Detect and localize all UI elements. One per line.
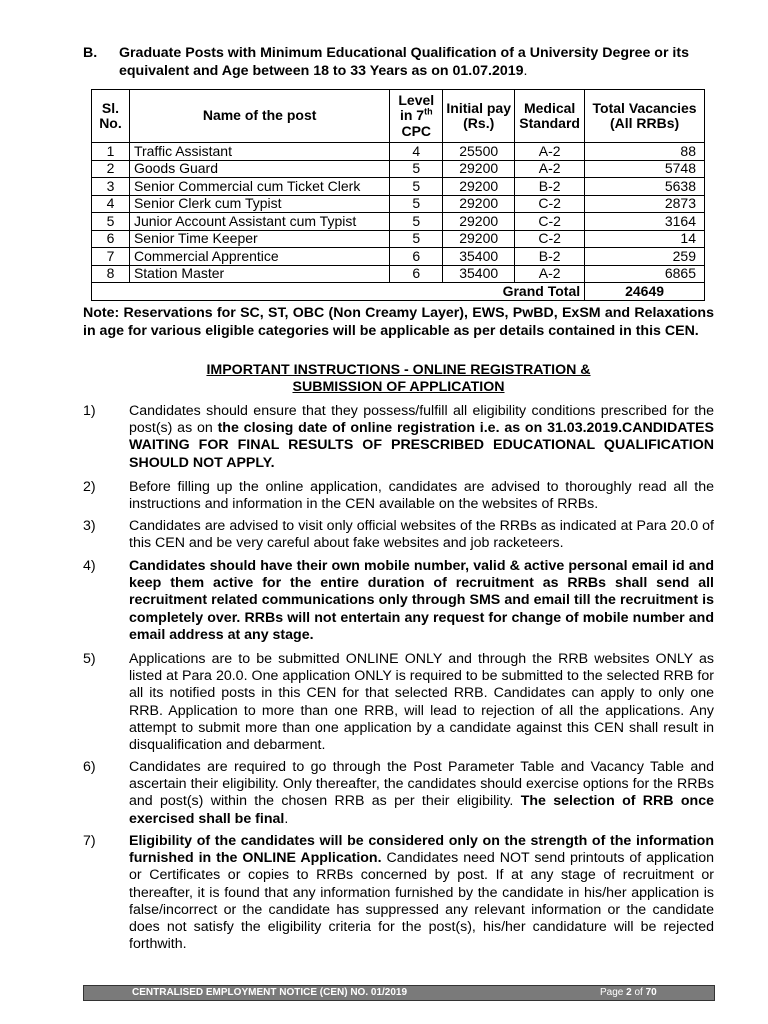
cell-pay: 35400	[443, 265, 515, 283]
table-row	[92, 248, 705, 266]
cell-post-name: Senior Time Keeper	[129, 230, 389, 248]
section-heading: B. Graduate Posts with Minimum Educational Qualification of a University Degree or its equivalent and Age between 18 to 33 Years as on 01.07.2019.	[83, 45, 689, 79]
grand-total-label: Grand Total	[92, 283, 585, 301]
cell-medical: C-2	[515, 213, 585, 231]
section-letter: B.	[83, 45, 98, 61]
table-row	[92, 178, 705, 196]
header-level: Level in 7th CPC	[390, 90, 443, 143]
table-row	[92, 195, 705, 213]
cell-level: 5	[390, 195, 443, 213]
cell-medical: A-2	[515, 143, 585, 161]
footer-notice: CENTRALISED EMPLOYMENT NOTICE (CEN) NO. 01/2019	[132, 987, 408, 998]
cell-pay: 25500	[443, 143, 515, 161]
cell-sl: 5	[92, 213, 130, 231]
cell-vacancies: 14	[585, 230, 705, 248]
cell-sl: 2	[92, 160, 130, 178]
cell-medical: C-2	[515, 195, 585, 213]
cell-level: 4	[390, 143, 443, 161]
table-row	[92, 230, 705, 248]
cell-pay: 29200	[443, 213, 515, 231]
cell-sl: 6	[92, 230, 130, 248]
cell-pay: 29200	[443, 178, 515, 196]
cell-post-name: Traffic Assistant	[129, 143, 389, 161]
cell-level: 6	[390, 265, 443, 283]
cell-medical: B-2	[515, 178, 585, 196]
table-row	[92, 213, 705, 231]
cell-pay: 29200	[443, 230, 515, 248]
table-row	[92, 160, 705, 178]
cell-post-name: Senior Commercial cum Ticket Clerk	[129, 178, 389, 196]
instruction-item-6: 6) Candidates are required to go through the Post Parameter Table and Vacancy Table and ascertain their eligibility. Only thereafter, the candidates should exercise options for the RRBs and post(s) within the chosen RRB as per their eligibility. The selection of RRB once exercised shall be final.	[83, 759, 714, 827]
instruction-item-3: 3) Candidates are advised to visit only official websites of the RRBs as indicated at Para 20.0 of this CEN and be very careful about fake websites and job racketeers.	[83, 518, 714, 552]
posts-table	[91, 89, 705, 301]
cell-pay: 35400	[443, 248, 515, 266]
cell-vacancies: 5748	[585, 160, 705, 178]
cell-post-name: Senior Clerk cum Typist	[129, 195, 389, 213]
page-number: Page 2 of 70	[600, 987, 657, 998]
cell-sl: 7	[92, 248, 130, 266]
header-medical: Medical Standard	[515, 90, 585, 143]
cell-sl: 4	[92, 195, 130, 213]
table-row	[92, 265, 705, 283]
header-vacancies: Total Vacancies (All RRBs)	[585, 90, 705, 143]
reservation-note: Note: Reservations for SC, ST, OBC (Non Creamy Layer), EWS, PwBD, ExSM and Relaxations in age for various eligible categories will be applicable as per details contained in this CEN.	[83, 305, 714, 339]
instruction-item-7: 7) Eligibility of the candidates will be considered only on the strength of the information furnished in the ONLINE Application. Candidates need NOT send printouts of application or Certificates or copies to RRBs concerned by post. If at any stage of recruitment or thereafter, it is found that any information furnished by the candidate in his/her application is false/incorrect or the candidate has suppressed any relevant information or the candidate does not satisfy the eligibility criteria for the post(s), his/her candidature will be rejected forthwith.	[83, 833, 715, 953]
instruction-item-4: 4) Candidates should have their own mobile number, valid & active personal email id and keep them active for the entire duration of recruitment as RRBs shall send all recruitment related communications only through SMS and email till the recruitment is completely over. RRBs will not entertain any request for change of mobile number and email address at any stage.	[83, 558, 714, 643]
cell-post-name: Commercial Apprentice	[129, 248, 389, 266]
cell-medical: C-2	[515, 230, 585, 248]
cell-vacancies: 5638	[585, 178, 705, 196]
cell-post-name: Junior Account Assistant cum Typist	[129, 213, 389, 231]
instructions-title: IMPORTANT INSTRUCTIONS - ONLINE REGISTRATION & SUBMISSION OF APPLICATION	[206, 362, 591, 395]
grand-total-value: 24649	[585, 283, 705, 301]
instruction-item-5: 5) Applications are to be submitted ONLINE ONLY and through the RRB websites ONLY as listed at Para 20.0. One application ONLY is required to be submitted to the selected RRB for all its notified posts in this CEN for that selected RRB. Candidates can apply to only one RRB. Application to more than one RRB, will lead to rejection of all the applications. Any attempt to submit more than one application by a candidate against this CEN shall result in disqualification and debarment.	[83, 651, 714, 754]
table-header-row	[92, 90, 705, 143]
grand-total-row	[92, 283, 705, 301]
section-title: Graduate Posts with Minimum Educational Qualification of a University Degree or its equivalent and Age between 18 to 33 Years as on 01.07.2019	[119, 45, 689, 79]
header-pay: Initial pay (Rs.)	[443, 90, 515, 143]
cell-pay: 29200	[443, 160, 515, 178]
cell-medical: A-2	[515, 160, 585, 178]
cell-post-name: Station Master	[129, 265, 389, 283]
header-name: Name of the post	[129, 90, 389, 143]
cell-level: 5	[390, 213, 443, 231]
cell-vacancies: 259	[585, 248, 705, 266]
cell-sl: 8	[92, 265, 130, 283]
cell-post-name: Goods Guard	[129, 160, 389, 178]
cell-vacancies: 3164	[585, 213, 705, 231]
header-sl: Sl. No.	[92, 90, 130, 143]
page-footer	[83, 985, 715, 1001]
cell-level: 6	[390, 248, 443, 266]
cell-sl: 3	[92, 178, 130, 196]
cell-level: 5	[390, 160, 443, 178]
cell-level: 5	[390, 230, 443, 248]
cell-sl: 1	[92, 143, 130, 161]
cell-vacancies: 88	[585, 143, 705, 161]
instruction-item-1: 1) Candidates should ensure that they possess/fulfill all eligibility conditions prescribed for the post(s) as on the closing date of online registration i.e. as on 31.03.2019.CANDIDATES WAITING FOR FINAL RESULTS OF PRESCRIBED EDUCATIONAL QUALIFICATION SHOULD NOT APPLY.	[83, 403, 714, 471]
cell-medical: B-2	[515, 248, 585, 266]
table-row	[92, 143, 705, 161]
cell-vacancies: 6865	[585, 265, 705, 283]
cell-level: 5	[390, 178, 443, 196]
cell-medical: A-2	[515, 265, 585, 283]
cell-pay: 29200	[443, 195, 515, 213]
cell-vacancies: 2873	[585, 195, 705, 213]
instruction-item-2: 2) Before filling up the online application, candidates are advised to thoroughly read all the instructions and information in the CEN available on the websites of RRBs.	[83, 479, 714, 513]
